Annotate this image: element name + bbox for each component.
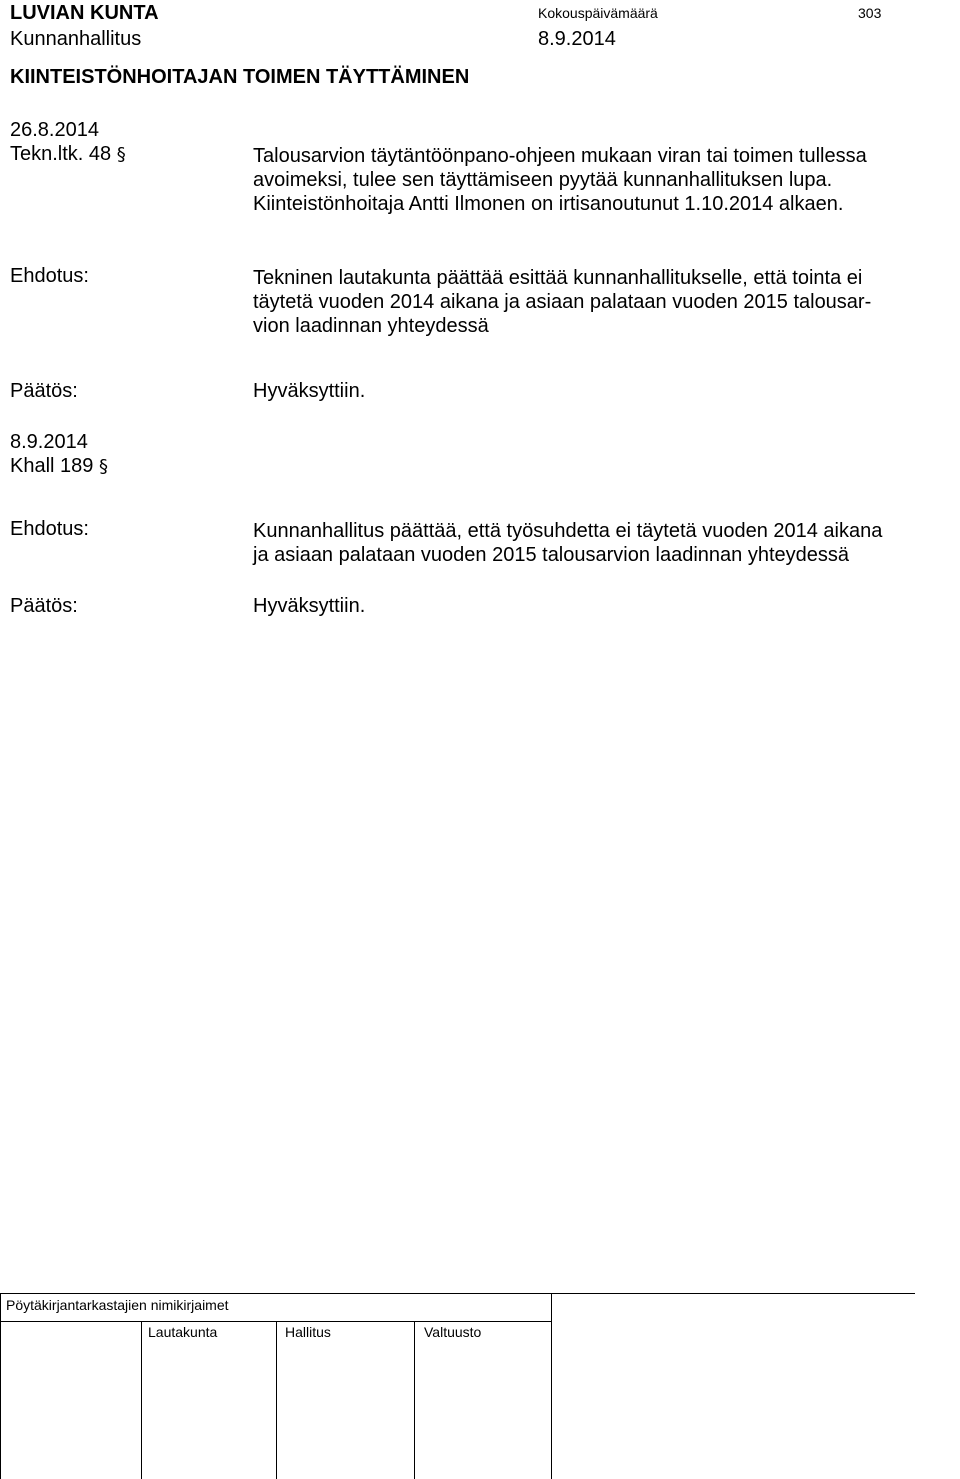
- section1-ref-text: Tekn.ltk. 48: [10, 143, 112, 165]
- section1-date: 26.8.2014: [10, 119, 99, 141]
- section2-proposal: [253, 519, 882, 567]
- body-name: Kunnanhallitus: [10, 28, 142, 50]
- section2-proposal-label: Ehdotus:: [10, 518, 89, 540]
- page-number: 303: [858, 5, 882, 21]
- section2-ref-text: Khall 189: [10, 455, 94, 477]
- table-column-divider: [414, 1321, 415, 1479]
- proposal-line: Tekninen lautakunta päättää esittää kunnanhallitukselle, että tointa ei: [253, 267, 863, 289]
- section1-proposal: [253, 266, 871, 338]
- description-line: Talousarvion täytäntöönpano-ohjeen mukaan viran tai toimen tullessa: [253, 145, 867, 167]
- description-line: avoimeksi, tulee sen täyttämiseen pyytää kunnanhallituksen lupa.: [253, 169, 833, 191]
- section2-decision: Hyväksyttiin.: [253, 595, 366, 617]
- municipality-name: LUVIAN KUNTA: [10, 2, 159, 24]
- section1-decision-label: Päätös:: [10, 380, 78, 402]
- table-top-border: [0, 1293, 915, 1294]
- signatures-label: Pöytäkirjantarkastajien nimikirjaimet: [6, 1297, 229, 1313]
- proposal-line: Kunnanhallitus päättää, että työsuhdetta ei täytetä vuoden 2014 aikana: [253, 520, 883, 542]
- section-sign-icon: §: [98, 456, 108, 477]
- section1-decision: Hyväksyttiin.: [253, 380, 366, 402]
- table-left-border: [0, 1293, 1, 1479]
- meeting-date-label: Kokouspäivämäärä: [538, 5, 658, 21]
- table-column-divider: [141, 1321, 142, 1479]
- proposal-line: täytetä vuoden 2014 aikana ja asiaan palataan vuoden 2015 talousar-: [253, 291, 872, 313]
- table-column-divider: [276, 1321, 277, 1479]
- section1-proposal-label: Ehdotus:: [10, 265, 89, 287]
- meeting-date: 8.9.2014: [538, 28, 616, 50]
- section2-reference: [10, 456, 108, 476]
- proposal-line: ja asiaan palataan vuoden 2015 talousarvion laadinnan yhteydessä: [253, 544, 850, 566]
- section1-reference: [10, 144, 126, 164]
- column-valtuusto: Valtuusto: [424, 1324, 482, 1340]
- page-title: KIINTEISTÖNHOITAJAN TOIMEN TÄYTTÄMINEN: [10, 66, 470, 88]
- section2-decision-label: Päätös:: [10, 595, 78, 617]
- column-lautakunta: Lautakunta: [148, 1324, 218, 1340]
- proposal-line: vion laadinnan yhteydessä: [253, 315, 489, 337]
- section1-description: [253, 144, 867, 216]
- section2-date: 8.9.2014: [10, 431, 88, 453]
- description-line: Kiinteistönhoitaja Antti Ilmonen on irtisanoutunut 1.10.2014 alkaen.: [253, 193, 844, 215]
- table-column-divider: [551, 1293, 552, 1479]
- column-hallitus: Hallitus: [285, 1324, 331, 1340]
- section-sign-icon: §: [116, 144, 126, 165]
